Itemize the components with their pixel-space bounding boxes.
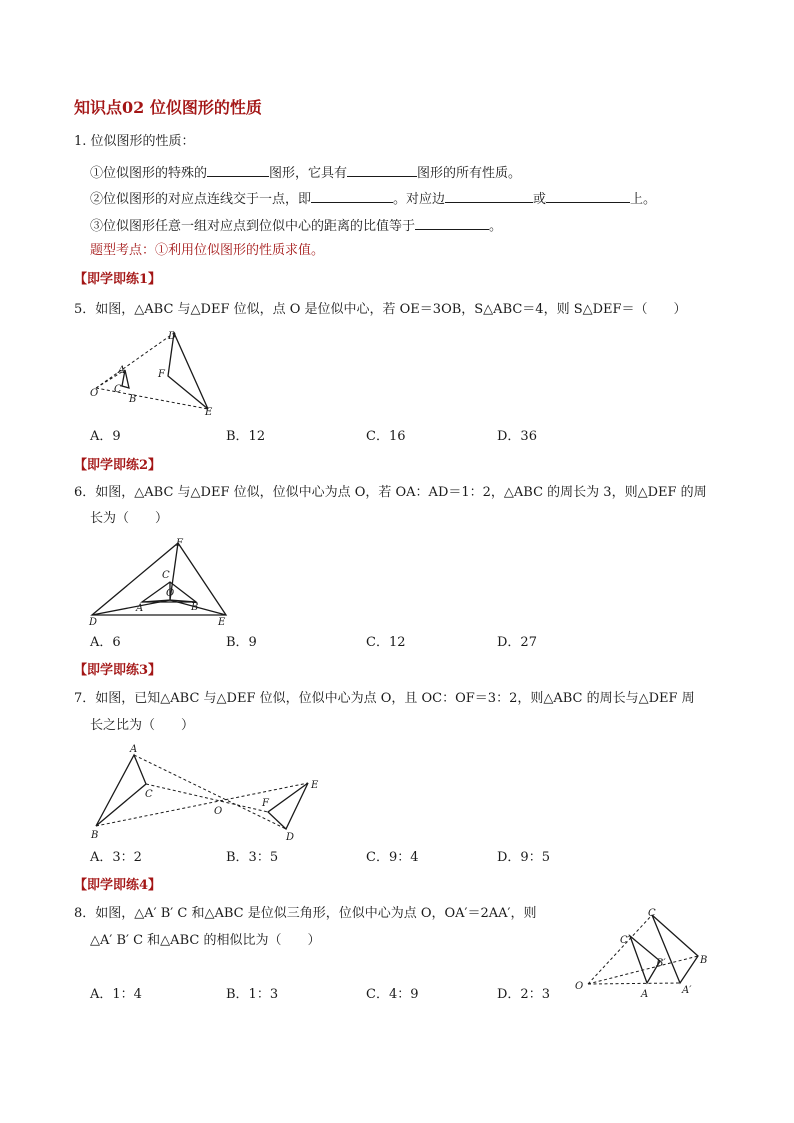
label-A: A bbox=[118, 365, 126, 376]
prop-item-2-d: 上。 bbox=[630, 192, 657, 207]
prop-item-1 bbox=[90, 162, 521, 183]
option-6-a[interactable]: A．6 bbox=[90, 635, 121, 650]
label-A: A bbox=[130, 744, 138, 755]
option-5-c[interactable]: C．16 bbox=[366, 429, 406, 444]
prop-item-2-c: 或 bbox=[533, 192, 547, 207]
question-7-line-1: 7．如图，已知△ABC 与△DEF 位似，位似中心为点 O，且 OC：OF＝3：2，则△ABC 的周长与△DEF 周 bbox=[74, 691, 695, 706]
practice-tag-2: 【即学即练2】 bbox=[74, 458, 162, 473]
option-7-d[interactable]: D．9：5 bbox=[497, 850, 550, 865]
question-7-line-2: 长之比为（ ） bbox=[90, 718, 195, 733]
option-7-a[interactable]: A．3：2 bbox=[90, 850, 142, 865]
label-D: D bbox=[286, 832, 295, 843]
label-B: B bbox=[129, 394, 137, 405]
label-C: C bbox=[162, 570, 170, 581]
prop-item-1-a: ①位似图形的特殊的 bbox=[90, 166, 208, 181]
question-6-line-2: 长为（ ） bbox=[90, 511, 169, 526]
label-D: D bbox=[89, 617, 98, 628]
question-6-line-1: 6．如图，△ABC 与△DEF 位似，位似中心为点 O，若 OA：AD＝1：2，△ABC 的周长为 3，则△DEF 的周 bbox=[74, 485, 707, 500]
label-D: D bbox=[168, 331, 177, 342]
prop-item-3 bbox=[90, 215, 502, 236]
option-8-c[interactable]: C．4：9 bbox=[366, 987, 419, 1002]
label-C: C bbox=[648, 908, 656, 919]
prop-item-3-a: ③位似图形任意一组对应点到位似中心的距离的比值等于 bbox=[90, 219, 416, 234]
question-8-line-1: 8．如图，△A′ B′ C 和△ABC 是位似三角形，位似中心为点 O，OA′＝2AA′，则 bbox=[74, 906, 537, 921]
option-8-d[interactable]: D．2：3 bbox=[497, 987, 550, 1002]
option-5-a[interactable]: A．9 bbox=[90, 429, 121, 444]
practice-tag-3: 【即学即练3】 bbox=[74, 663, 162, 678]
label-B: B bbox=[700, 955, 708, 966]
practice-tag-1: 【即学即练1】 bbox=[74, 272, 162, 287]
prop-item-3-b: 。 bbox=[489, 219, 503, 234]
option-5-b[interactable]: B．12 bbox=[226, 429, 266, 444]
prop-item-2 bbox=[90, 188, 656, 209]
label-C-prime: C′ bbox=[620, 935, 630, 946]
section-title: 知识点02 位似图形的性质 bbox=[74, 98, 262, 117]
label-A: A bbox=[136, 603, 144, 614]
label-F: F bbox=[176, 538, 183, 549]
prop-item-1-b: 图形，它具有 bbox=[269, 166, 348, 181]
topic-note: 题型考点：①利用位似图形的性质求值。 bbox=[90, 243, 325, 258]
blank-field[interactable] bbox=[311, 188, 393, 203]
label-C: C bbox=[145, 789, 153, 800]
label-F: F bbox=[262, 798, 269, 809]
figure-3 bbox=[88, 742, 328, 842]
option-6-c[interactable]: C．12 bbox=[366, 635, 406, 650]
question-5: 5．如图，△ABC 与△DEF 位似，点 O 是位似中心，若 OE＝3OB，S△ABC＝4，则 S△DEF＝（ ） bbox=[74, 302, 687, 317]
prop-item-2-a: ②位似图形的对应点连线交于一点，即 bbox=[90, 192, 312, 207]
blank-field[interactable] bbox=[207, 162, 269, 177]
blank-field[interactable] bbox=[415, 215, 489, 230]
blank-field[interactable] bbox=[546, 188, 630, 203]
label-C: C bbox=[114, 384, 122, 395]
label-O: O bbox=[90, 388, 99, 399]
figure-4 bbox=[570, 905, 720, 1005]
label-O: O bbox=[166, 588, 175, 599]
figure-2 bbox=[88, 538, 238, 628]
option-6-d[interactable]: D．27 bbox=[497, 635, 537, 650]
label-O: O bbox=[575, 981, 584, 992]
label-A: A bbox=[641, 989, 649, 1000]
practice-tag-4: 【即学即练4】 bbox=[74, 878, 162, 893]
label-E: E bbox=[218, 617, 226, 628]
label-A-prime: A′ bbox=[682, 985, 692, 996]
option-6-b[interactable]: B．9 bbox=[226, 635, 257, 650]
label-F: F bbox=[158, 369, 165, 380]
option-7-c[interactable]: C．9：4 bbox=[366, 850, 419, 865]
option-7-b[interactable]: B．3：5 bbox=[226, 850, 279, 865]
label-B: B bbox=[191, 602, 199, 613]
label-B: B bbox=[91, 830, 99, 841]
label-E: E bbox=[205, 407, 213, 418]
option-8-a[interactable]: A．1：4 bbox=[90, 987, 142, 1002]
question-8-line-2: △A′ B′ C 和△ABC 的相似比为（ ） bbox=[90, 933, 321, 948]
option-5-d[interactable]: D．36 bbox=[497, 429, 537, 444]
blank-field[interactable] bbox=[445, 188, 533, 203]
label-E: E bbox=[311, 780, 319, 791]
prop-item-1-c: 图形的所有性质。 bbox=[417, 166, 522, 181]
label-O: O bbox=[214, 806, 223, 817]
blank-field[interactable] bbox=[347, 162, 417, 177]
props-heading: 1. 位似图形的性质： bbox=[74, 134, 195, 149]
label-B-prime: B′ bbox=[656, 958, 666, 969]
option-8-b[interactable]: B．1：3 bbox=[226, 987, 279, 1002]
figure-1 bbox=[88, 328, 228, 418]
prop-item-2-b: 。对应边 bbox=[393, 192, 446, 207]
